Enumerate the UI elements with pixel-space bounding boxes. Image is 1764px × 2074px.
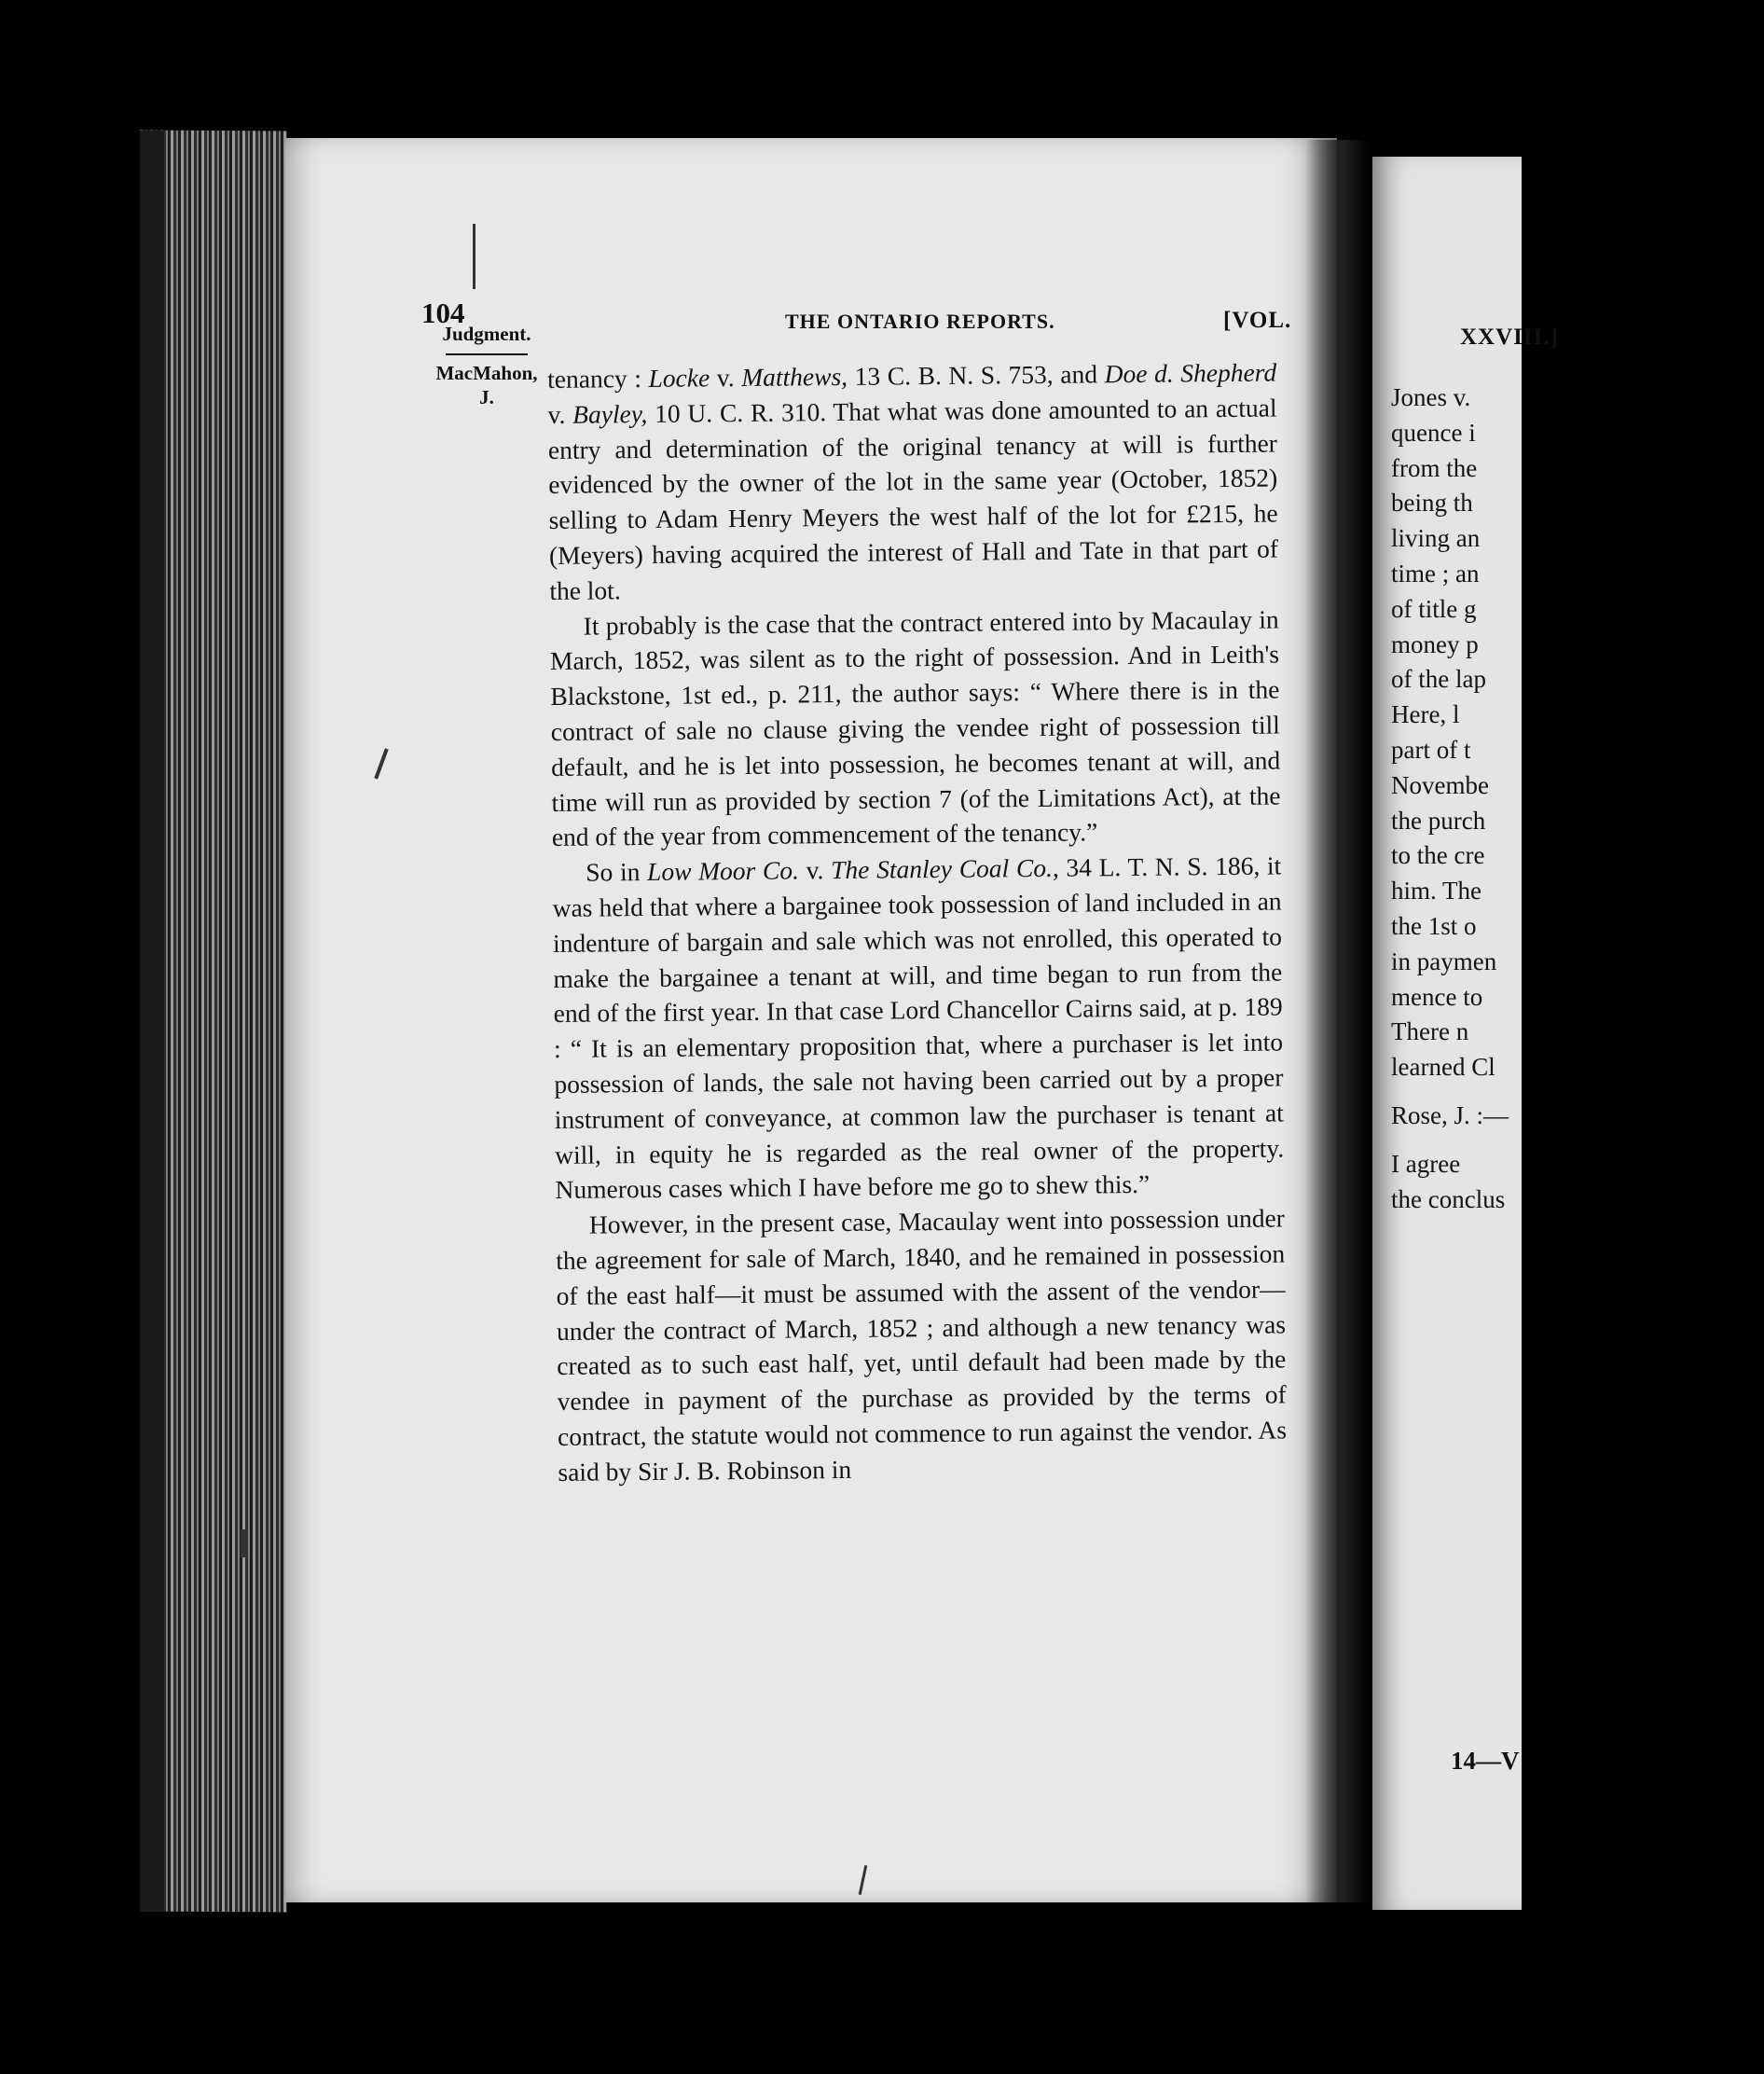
margin-note: [431, 322, 543, 409]
facing-page-line: the 1st o: [1391, 911, 1477, 940]
paragraph-1: tenancy : Locke v. Matthews, 13 C. B. N. S. 753, and Doe d. Shepherd v. Bayley, 10 U. C. R. 310. That what was done amounted to an actual entry and determination of the original tenancy at will is further evidenced by the owner of the lot in the same year (October, 1852) selling to Adam Henry Meyers the west half of the lot for £215, he (Meyers) having acquired the interest of Hall and Tate in that part of the lot.: [547, 357, 1279, 605]
facing-page-line: I agree: [1391, 1149, 1461, 1178]
page-number: 104: [421, 297, 465, 329]
facing-page-line: There n: [1391, 1017, 1469, 1046]
margin-note-judgment: Judgment.: [442, 323, 531, 345]
running-head: [421, 289, 1292, 345]
page-gutter-shadow: [1305, 140, 1371, 1902]
facing-page-line: him. The: [1391, 877, 1481, 906]
facing-page-line: money p: [1391, 629, 1479, 658]
facing-page-line: of title g: [1391, 594, 1477, 623]
scan-mark: [473, 224, 475, 289]
scan-mark: [241, 1529, 248, 1557]
facing-page-gap: [1391, 1134, 1764, 1147]
margin-note-judge: MacMahon,: [435, 362, 538, 384]
facing-page-text: [1391, 380, 1764, 1217]
margin-note-rule: [446, 353, 528, 355]
facing-page-line: the conclus: [1391, 1184, 1506, 1213]
facing-page-line: Here, l: [1391, 700, 1460, 729]
running-head-title: THE ONTARIO REPORTS.: [785, 310, 1055, 333]
facing-running-head: XXVIII.]: [1460, 325, 1559, 350]
running-head-volume: [VOL.: [1223, 308, 1292, 333]
facing-page-line: quence i: [1391, 418, 1476, 447]
facing-page-line: mence to: [1391, 982, 1483, 1011]
facing-page-line: living an: [1391, 524, 1481, 553]
facing-page-line: being th: [1391, 489, 1473, 518]
body-text: [547, 354, 1288, 1489]
facing-page-gap: [1391, 1085, 1764, 1099]
facing-page-line: from the: [1391, 453, 1478, 482]
paragraph-2: It probably is the case that the contract entered into by Macaulay in March, 1852, was silent as to the right of possession. And in Leith's Blackstone, 1st ed., p. 211, the author says: “ Where there is in the contract of sale no clause giving the vendee right of possession till default, and he is let into possession, he becomes tenant at will, and time will run as provided by section 7 (of the Limitations Act), at the end of the year from commencement of the tenancy.”: [549, 604, 1281, 852]
book-spine-shadow: [140, 131, 164, 1912]
facing-page-line: part of t: [1391, 735, 1471, 764]
facing-page-signature: 14—V: [1451, 1747, 1520, 1775]
facing-page-line: Jones v.: [1391, 383, 1471, 411]
facing-page-line: time ; an: [1391, 559, 1480, 588]
margin-note-judge-initial: J.: [479, 386, 494, 408]
facing-page-line: Novembe: [1391, 770, 1489, 799]
facing-page-line: to the cre: [1391, 841, 1485, 870]
paragraph-4: However, in the present case, Macaulay went into possession under the agreement for sale of March, 1840, and he remained in possession of the east half—it must be assumed with the assent of the vendor—under the contract of March, 1852 ; and although a new tenancy was created as to such east half, yet, until default had been made by the vendee in payment of the purchase as provided by the terms of contract, the statute would not commence to run against the vendor. As said by Sir J. B. Robinson in: [556, 1203, 1288, 1486]
facing-page-line: the purch: [1391, 806, 1486, 835]
paragraph-3: So in Low Moor Co. v. The Stanley Coal Co., 34 L. T. N. S. 186, it was held that where a bargainee took possession of land included in an indenture of bargain and sale which was not enrolled, this operated to make the bargainee a tenant at will, and time began to run from the end of the first year. In that case Lord Chancellor Cairns said, at p. 189 : “ It is an elementary proposition that, where a purchaser is let into possession of lands, the sale not having been carried out by a proper instrument of conveyance, at common law the purchaser is tenant at will, in equity he is regarded as the real owner of the property. Numerous cases which I have before me go to shew this.”: [552, 850, 1285, 1205]
facing-page-line: of the lap: [1391, 665, 1486, 694]
facing-page: [1372, 157, 1559, 1910]
facing-page-line: learned Cl: [1391, 1053, 1495, 1082]
facing-page-line: Rose, J. :—: [1391, 1100, 1509, 1129]
facing-page-line: in paymen: [1391, 947, 1497, 975]
